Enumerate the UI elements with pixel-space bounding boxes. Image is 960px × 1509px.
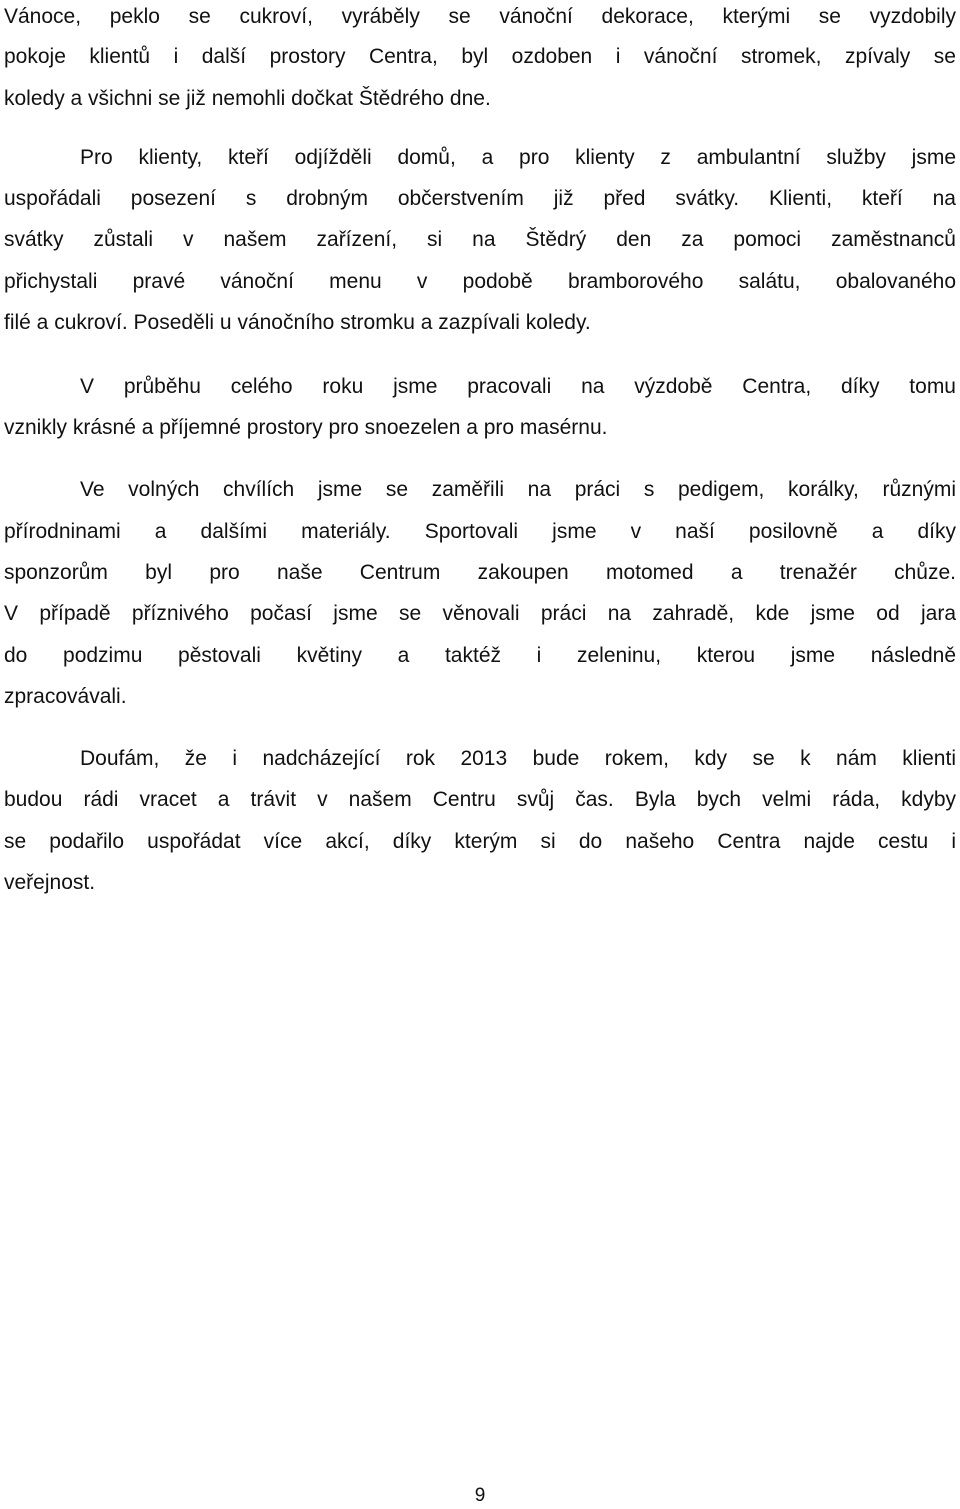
paragraph-4-line: přírodninami a dalšími materiály. Sportovali jsme v naší posilovně a díky bbox=[4, 520, 956, 543]
paragraph-3-line: V průběhu celého roku jsme pracovali na výzdobě Centra, díky tomu bbox=[80, 375, 956, 398]
paragraph-2-line: uspořádali posezení s drobným občerstvením již před svátky. Klienti, kteří na bbox=[4, 187, 956, 210]
paragraph-5-line: se podařilo uspořádat více akcí, díky kterým si do našeho Centra najde cestu i bbox=[4, 830, 956, 853]
page-number: 9 bbox=[474, 1485, 486, 1506]
paragraph-4-line: V případě příznivého počasí jsme se věnovali práci na zahradě, kde jsme od jara bbox=[4, 602, 956, 625]
paragraph-4-line: Ve volných chvílích jsme se zaměřili na práci s pedigem, korálky, různými bbox=[80, 478, 956, 501]
paragraph-4-line: do podzimu pěstovali květiny a taktéž i zeleninu, kterou jsme následně bbox=[4, 644, 956, 667]
paragraph-4-line: sponzorům byl pro naše Centrum zakoupen motomed a trenažér chůze. bbox=[4, 561, 956, 584]
paragraph-2-line: svátky zůstali v našem zařízení, si na Štědrý den za pomoci zaměstnanců bbox=[4, 228, 956, 251]
paragraph-4-line: zpracovávali. bbox=[4, 685, 127, 708]
paragraph-1-line: pokoje klientů i další prostory Centra, byl ozdoben i vánoční stromek, zpívaly se bbox=[4, 45, 956, 68]
paragraph-3-line: vznikly krásné a příjemné prostory pro snoezelen a pro masérnu. bbox=[4, 416, 608, 439]
paragraph-5-line: veřejnost. bbox=[4, 871, 96, 894]
paragraph-1-line: koledy a všichni se již nemohli dočkat Štědrého dne. bbox=[4, 87, 491, 110]
paragraph-5-line: budou rádi vracet a trávit v našem Centru svůj čas. Byla bych velmi ráda, kdyby bbox=[4, 788, 956, 811]
paragraph-2-line: přichystali pravé vánoční menu v podobě bramborového salátu, obalovaného bbox=[4, 270, 956, 293]
paragraph-1-line: Vánoce, peklo se cukroví, vyráběly se vánoční dekorace, kterými se vyzdobily bbox=[4, 5, 956, 28]
paragraph-2-line: filé a cukroví. Poseděli u vánočního stromku a zazpívali koledy. bbox=[4, 311, 591, 334]
paragraph-2-line: Pro klienty, kteří odjížděli domů, a pro klienty z ambulantní služby jsme bbox=[80, 146, 956, 169]
paragraph-5-line: Doufám, že i nadcházející rok 2013 bude rokem, kdy se k nám klienti bbox=[80, 747, 956, 770]
